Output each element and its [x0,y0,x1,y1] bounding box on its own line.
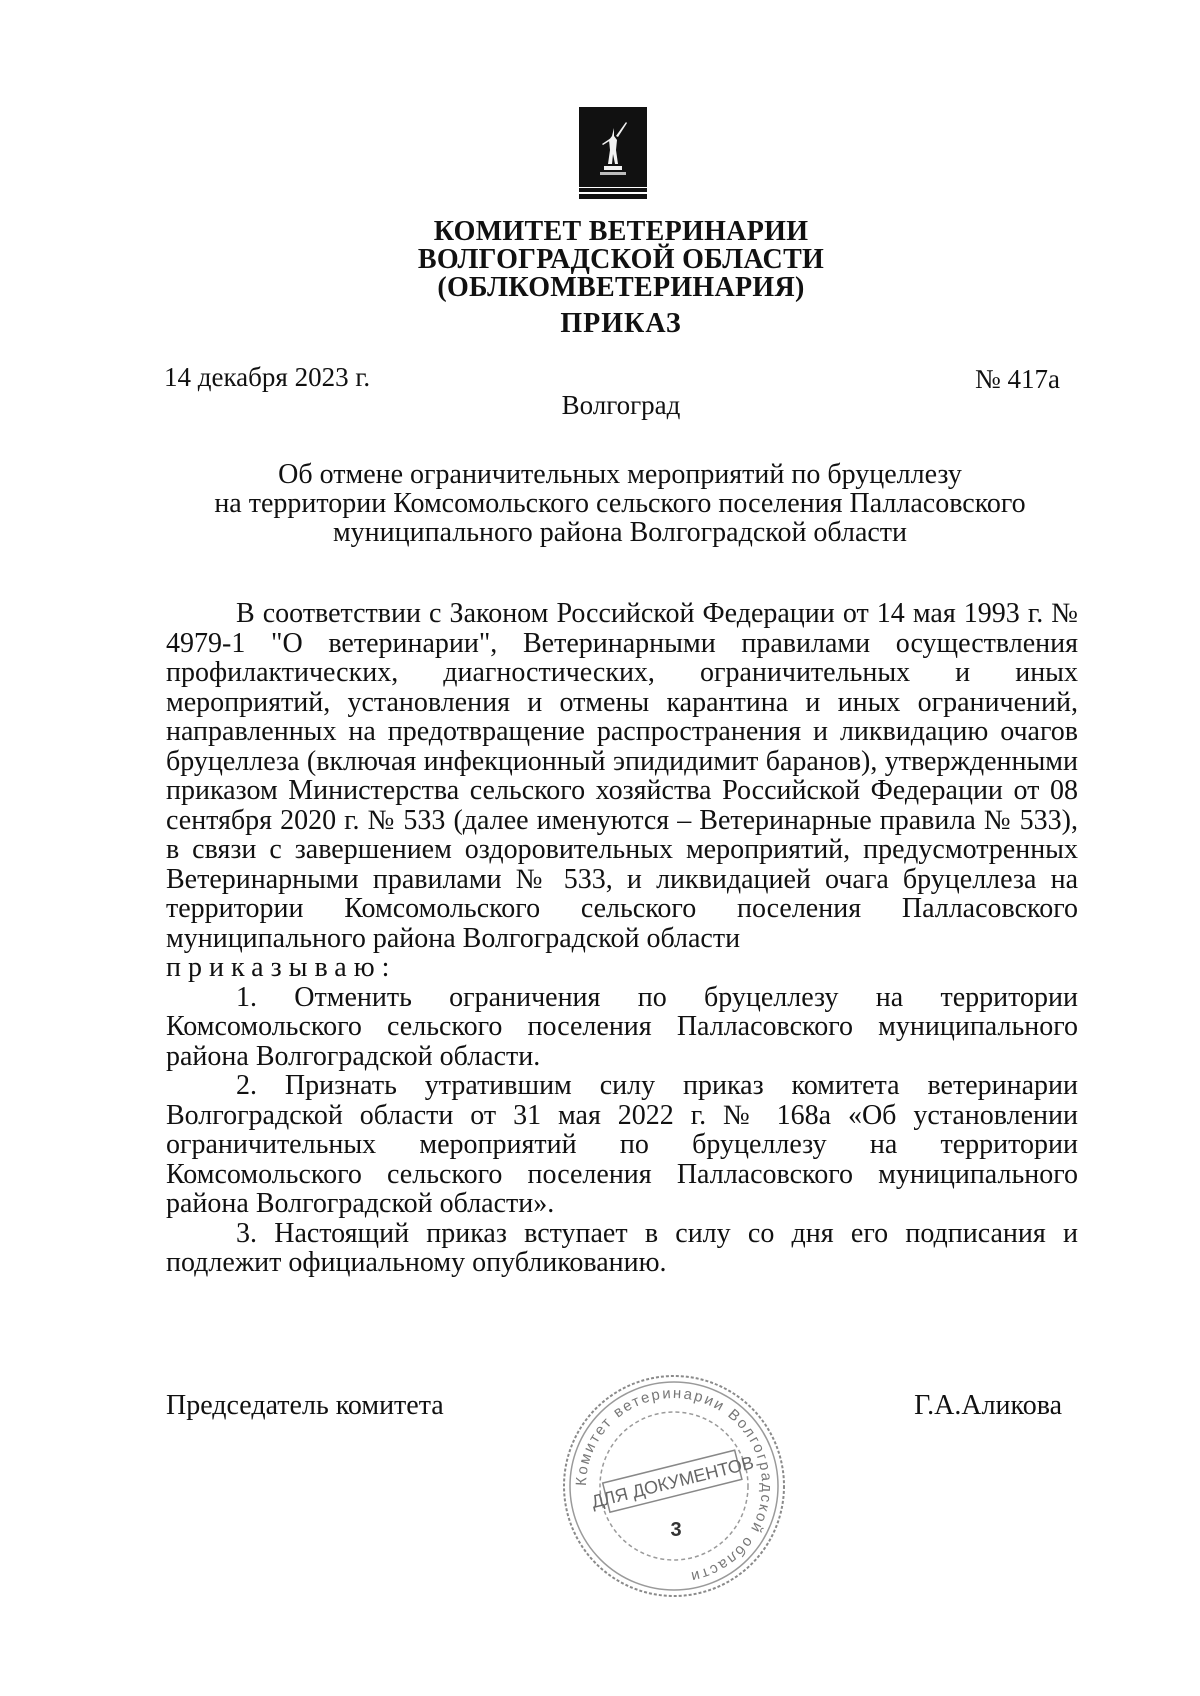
org-line-2: ВОЛГОГРАДСКОЙ ОБЛАСТИ [417,244,825,275]
subject-line: Об отмене ограничительных мероприятий по бруцеллезу [278,459,962,490]
order-item: 3. Настоящий приказ вступает в силу со дня его подписания и подлежит официальному опубликованию. [166,1217,1078,1278]
preamble-paragraph: В соответствии с Законом Российской Федерации от 14 мая 1993 г. № 4979-1 "О ветеринарии", Ветеринарными правилами осуществления профилактических, диагностических, ограничительных и иных мероприятий, установления и отмены карантина и иных ограничений, направленных на предотвращение распространения и ликвидацию очагов бруцеллеза (включая инфекционный эпидидимит баранов), утвержденными приказом Министерства сельского хозяйства Российской Федерации от 08 сентября 2020 г. № 533 (далее именуются – Ветеринарные правила № 533), в связи с завершением оздоровительных мероприятий, предусмотренных Ветеринарными правилами № 533, и ликвидацией очага бруцеллеза на территории Комсомольского сельского поселения Палласовского муниципального района Волгоградской области [166,598,1078,954]
organization-name [0,218,1200,302]
coat-of-arms-icon [578,106,648,202]
stamp-center-text: ДЛЯ ДОКУМЕНТОВ [589,1452,756,1513]
subject-line: на территории Комсомольского сельского поселения Палласовского [214,488,1026,519]
subject-line: муниципального района Волгоградской области [332,517,908,548]
order-word: приказываю: [166,952,397,983]
signatory-title: Председатель комитета [166,1390,444,1421]
org-line-3: (ОБЛКОМВЕТЕРИНАРИЯ) [437,272,805,303]
stamp-ring-text: Комитет ветеринарии Волгоградской области [572,1384,776,1586]
document-date: 14 декабря 2023 г. [164,362,371,392]
official-stamp-icon [556,1368,792,1604]
document-subject [180,460,1060,547]
document-city: Волгоград [561,390,681,420]
document-type: ПРИКАЗ [560,308,682,339]
document-number: № 417а [975,364,1060,394]
order-item: 1. Отменить ограничения по бруцеллезу на территории Комсомольского сельского поселения Палласовского муниципального района Волгоградской области. [166,981,1078,1072]
document-body [166,599,1078,1278]
order-item: 2. Признать утратившим силу приказ комитета ветеринарии Волгоградской области от 31 мая 2022 г. № 168а «Об установлении ограничительных мероприятий по бруцеллезу на территории Комсомольского сельского поселения Палласовского муниципального района Волгоградской области». [166,1070,1078,1219]
stamp-number: 3 [670,1519,682,1541]
signatory-name: Г.А.Аликова [914,1390,1062,1421]
org-line-1: КОМИТЕТ ВЕТЕРИНАРИИ [433,216,809,247]
